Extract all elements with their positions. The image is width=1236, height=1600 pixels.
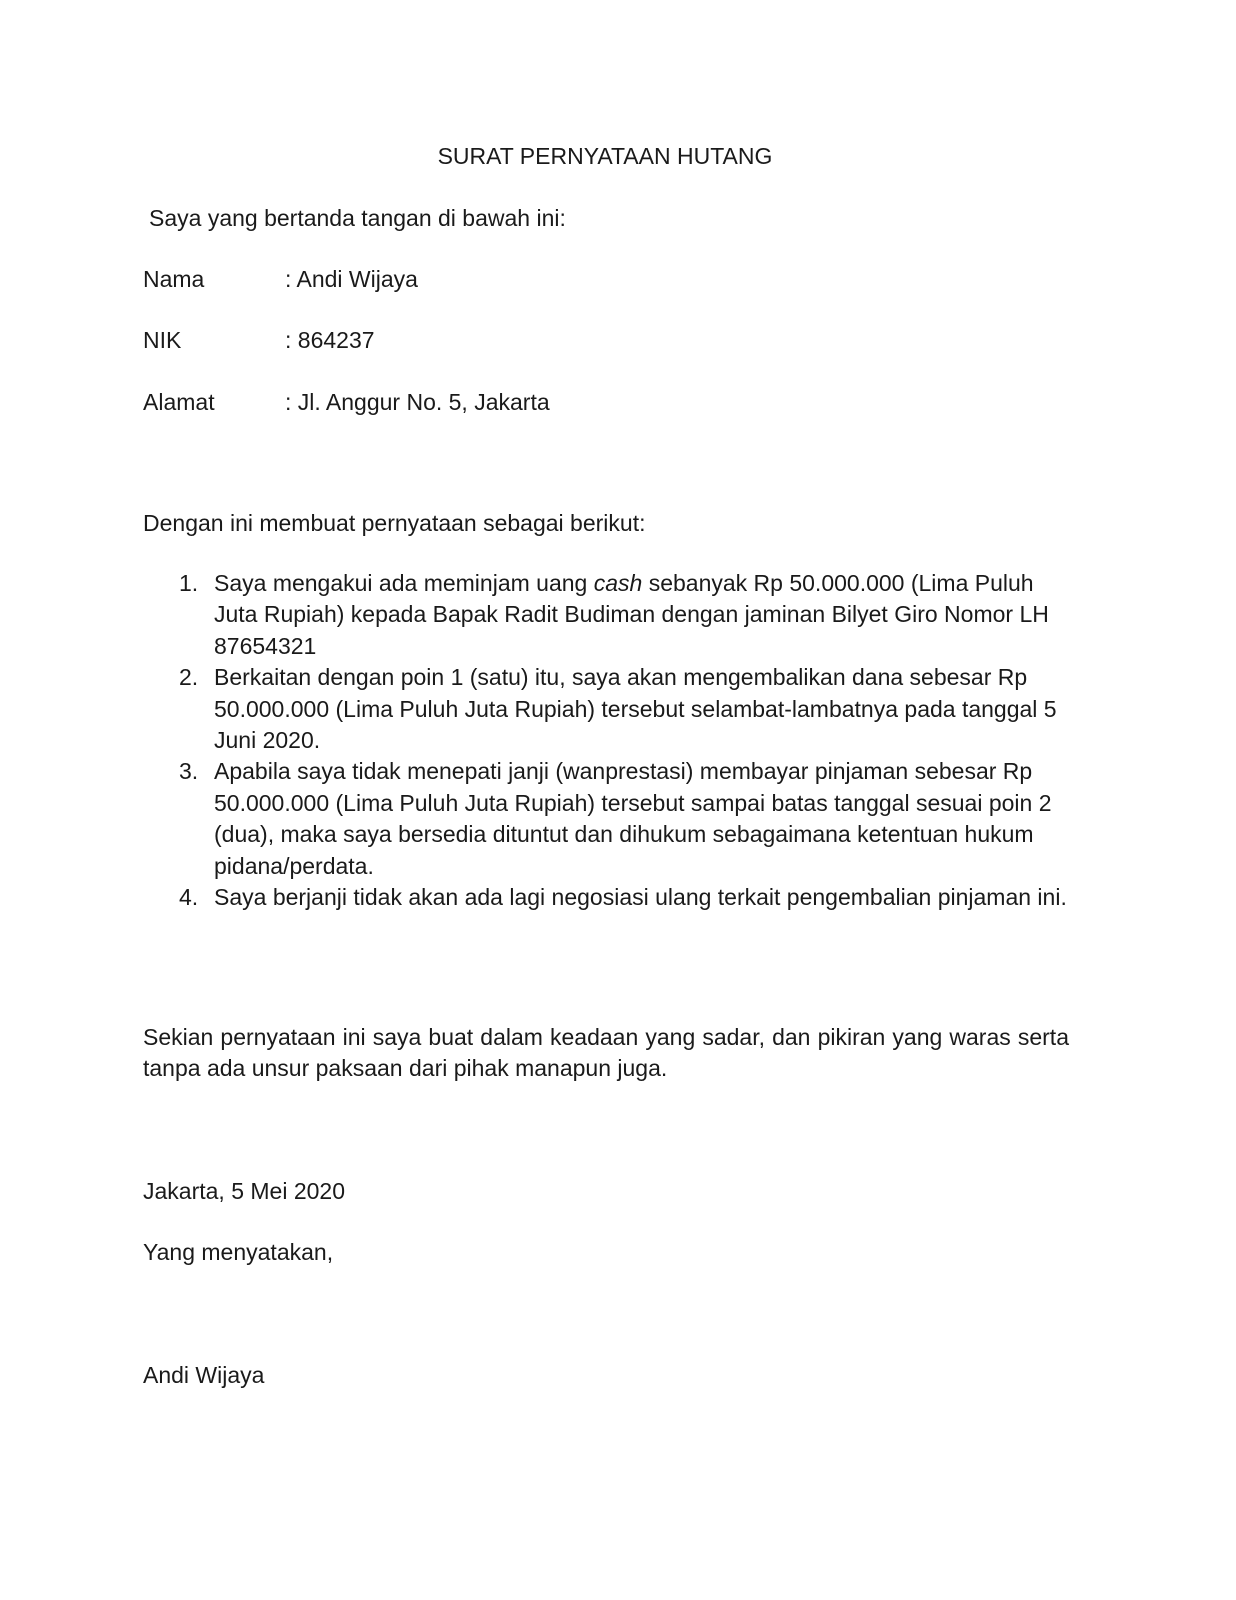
signatory-name: Andi Wijaya [143, 1362, 265, 1388]
statement-intro: Dengan ini membuat pernyataan sebagai berikut: [143, 510, 646, 536]
list-item-number: 1. [179, 570, 199, 596]
document-title: SURAT PERNYATAAN HUTANG [437, 143, 773, 169]
emphasis-cash: cash [593, 570, 643, 596]
list-item-text: Berkaitan dengan poin 1 (satu) itu, saya akan mengembalikan dana sebesar Rp 50.000.000 (Lima Puluh Juta Rupiah) tersebut selambat-lambatnya pada tanggal 5 Juni 2020. [214, 664, 1057, 754]
list-item [143, 662, 1073, 756]
list-item-text: Saya berjanji tidak akan ada lagi negosiasi ulang terkait pengembalian pinjaman ini. [214, 884, 1067, 911]
list-item-text: Apabila saya tidak menepati janji (wanprestasi) membayar pinjaman sebesar Rp 50.000.000 (Lima Puluh Juta Rupiah) tersebut sampai batas tanggal sesuai poin 2 (dua), maka saya bersedia dituntut dan dihukum sebagaimana ketentuan hukum pidana/perdata. [214, 758, 1052, 879]
intro-text: Saya yang bertanda tangan di bawah ini: [149, 205, 566, 231]
list-item-number: 4. [179, 884, 199, 911]
list-item [143, 756, 1073, 882]
field-label-nama: Nama [143, 266, 205, 292]
signoff-text: Yang menyatakan, [143, 1239, 334, 1265]
field-value-alamat: : Jl. Anggur No. 5, Jakarta [285, 389, 550, 415]
list-item-text: Saya mengakui ada meminjam uang cash sebanyak Rp 50.000.000 (Lima Puluh Juta Rupiah) kepada Bapak Radit Budiman dengan jaminan Bilyet Giro Nomor LH 87654321 [214, 570, 1049, 659]
field-label-nik: NIK [143, 327, 182, 353]
list-item-number: 3. [179, 758, 199, 785]
list-item [143, 568, 1073, 662]
closing-paragraph: Sekian pernyataan ini saya buat dalam keadaan yang sadar, dan pikiran yang waras serta tanpa ada unsur paksaan dari pihak manapun juga. [143, 1024, 1069, 1082]
list-item-number: 2. [179, 664, 199, 691]
list-item [143, 882, 1073, 913]
field-label-alamat: Alamat [143, 389, 215, 415]
field-value-nik: : 864237 [285, 327, 375, 353]
place-date: Jakarta, 5 Mei 2020 [143, 1178, 346, 1204]
field-value-nama: : Andi Wijaya [285, 266, 418, 292]
statement-list [143, 568, 1073, 913]
